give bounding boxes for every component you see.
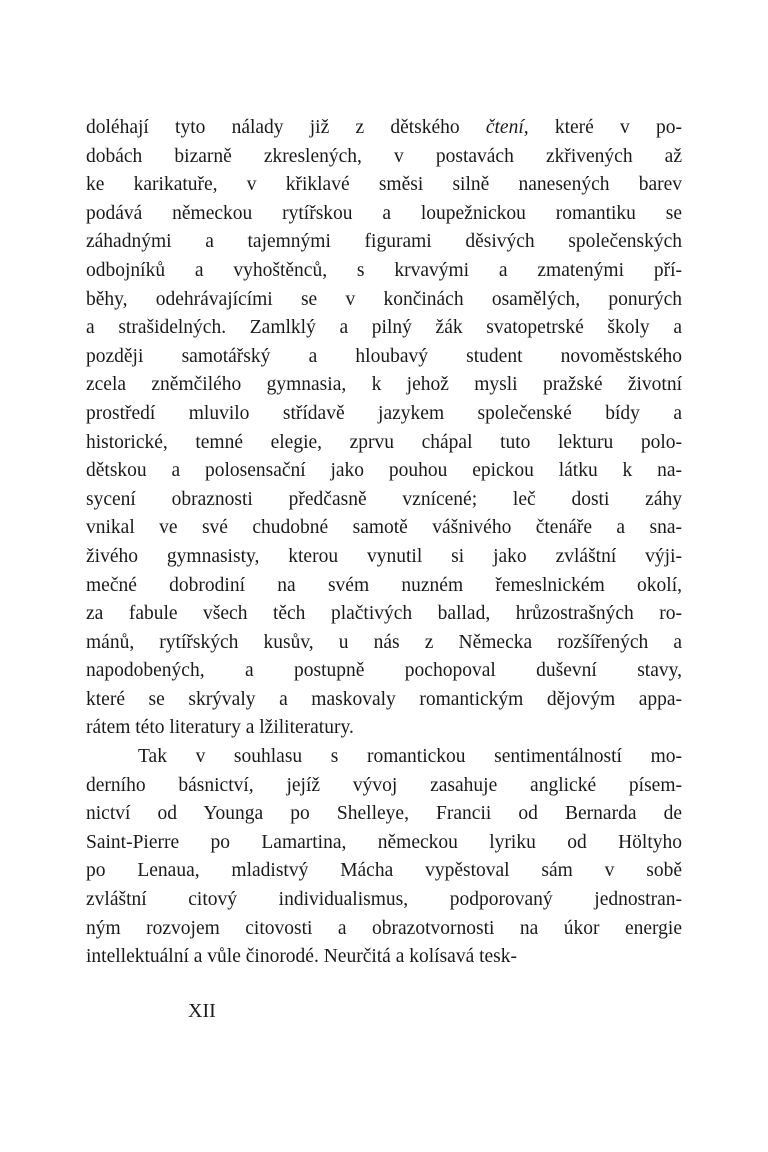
text-segment: po Lenaua, mladistvý Mácha vypěstoval sám v sobě (86, 860, 682, 882)
text-segment: zcela zněmčilého gymnasia, k jehož mysli pražské životní (86, 374, 682, 396)
text-segment: rátem této literatury a lžiliteratury. (86, 717, 354, 739)
text-line (86, 629, 682, 658)
text-line (86, 486, 682, 515)
text-line (86, 114, 682, 143)
text-line (86, 714, 682, 743)
text-segment: derního básnictví, jejíž vývoj zasahuje anglické písem- (86, 774, 682, 796)
text-line (86, 572, 682, 601)
text-line (86, 286, 682, 315)
text-line (86, 457, 682, 486)
paragraph-2 (86, 743, 682, 972)
text-segment: mečné dobrodiní na svém nuzném řemeslnickém okolí, (86, 574, 682, 596)
text-segment: , které v po- (523, 117, 682, 138)
text-segment: a strašidelných. Zamlklý a pilný žák svatopetrské školy a (86, 317, 682, 339)
text-line (86, 429, 682, 458)
text-segment: živého gymnasisty, kterou vynutil si jako zvláštní výji- (86, 545, 682, 567)
paragraph-1 (86, 114, 682, 743)
text-segment: zvláštní citový individualismus, podporovaný jednostran- (86, 889, 682, 911)
text-segment: běhy, odehrávajícími se v končinách osamělých, ponurých (86, 288, 682, 310)
text-segment: napodobených, a postupně pochopoval duševní stavy, (86, 660, 682, 682)
text-line (86, 857, 682, 886)
text-segment: sycení obraznosti předčasně vznícené; leč dosti záhy (86, 488, 682, 510)
text-segment: Tak v souhlasu s romantickou sentimentálností mo- (138, 746, 682, 768)
text-line (86, 772, 682, 801)
text-segment: dobách bizarně zkreslených, v postavách zkřivených až (86, 145, 682, 167)
text-segment: dětskou a polosensační jako pouhou epickou látku k na- (86, 460, 682, 482)
text-line (86, 915, 682, 944)
text-segment: které se skrývaly a maskovaly romantickým dějovým appa- (86, 688, 682, 710)
text-line (86, 800, 682, 829)
text-segment: Saint-Pierre po Lamartina, německou lyriku od Höltyho (86, 831, 682, 853)
text-line (86, 514, 682, 543)
body-text (86, 114, 682, 972)
text-line (86, 600, 682, 629)
text-line (86, 543, 682, 572)
text-line (86, 886, 682, 915)
text-line (86, 343, 682, 372)
italic-word: čtení (485, 117, 524, 138)
text-segment: prostředí mluvilo střídavě jazykem společenské bídy a (86, 402, 682, 424)
text-line (86, 400, 682, 429)
text-line (86, 314, 682, 343)
text-segment: intellektuální a vůle činorodé. Neurčitá a kolísavá tesk- (86, 946, 518, 968)
text-line (86, 200, 682, 229)
text-line (86, 686, 682, 715)
text-line (86, 829, 682, 858)
text-segment: doléhají tyto nálady již z dětského (86, 117, 486, 138)
text-line (86, 371, 682, 400)
text-segment: mánů, rytířských kusův, u nás z Německa rozšířených a (86, 631, 682, 653)
text-segment: ke karikatuře, v křiklavé směsi silně nanesených barev (86, 174, 682, 196)
text-segment: vnikal ve své chudobné samotě vášnivého čtenáře a sna- (86, 517, 682, 539)
text-line (86, 228, 682, 257)
text-segment: historické, temné elegie, zprvu chápal tuto lekturu polo- (86, 431, 682, 453)
text-line (86, 257, 682, 286)
text-segment: za fabule všech těch plačtivých ballad, hrůzostrašných ro- (86, 603, 682, 625)
text-segment: nictví od Younga po Shelleye, Francii od Bernarda de (86, 803, 682, 825)
text-line (86, 743, 682, 772)
text-segment: podává německou rytířskou a loupežnickou romantiku se (86, 202, 682, 224)
text-line (86, 143, 682, 172)
text-line (86, 943, 682, 972)
text-line (86, 657, 682, 686)
text-segment: později samotářský a hloubavý student novoměstského (86, 345, 682, 367)
page-number: XII (188, 1000, 216, 1022)
text-line (86, 171, 682, 200)
text-segment: ným rozvojem citovosti a obrazotvornosti na úkor energie (86, 917, 682, 939)
text-segment: záhadnými a tajemnými figurami děsivých společenských (86, 231, 682, 253)
text-segment: odbojníků a vyhoštěnců, s krvavými a zmatenými pří- (86, 259, 682, 281)
